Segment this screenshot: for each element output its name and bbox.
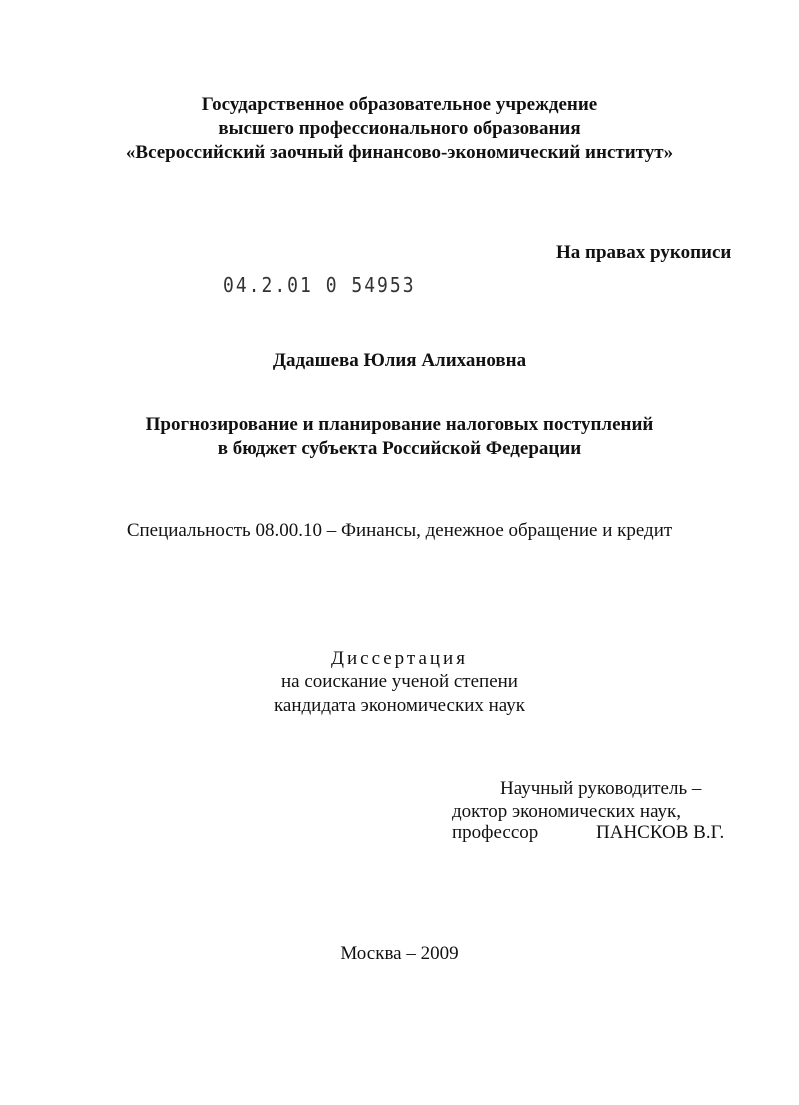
supervisor-role: Научный руководитель – (500, 778, 702, 799)
city-year: Москва – 2009 (340, 943, 459, 964)
dissertation-label: Диссертация (331, 648, 468, 669)
institution-line-3: «Всероссийский заочный финансово-экономический институт» (125, 142, 674, 163)
institution-header (0, 93, 799, 165)
manuscript-note: На правах рукописи (556, 242, 732, 263)
specialty: Специальность 08.00.10 – Финансы, денежное обращение и кредит (126, 520, 673, 541)
institution-line-2: высшего профессионального образования (218, 118, 581, 139)
library-stamp-number: 04.2.01 0 54953 (223, 273, 416, 298)
dissertation-title (0, 413, 799, 461)
title-line-1: Прогнозирование и планирование налоговых поступлений (145, 414, 654, 435)
degree-line-1: на соискание ученой степени (281, 671, 518, 692)
institution-line-1: Государственное образовательное учреждение (201, 94, 598, 115)
degree-line-2: кандидата экономических наук (273, 695, 526, 716)
degree-description (0, 670, 799, 718)
supervisor-name: ПАНСКОВ В.Г. (596, 822, 725, 843)
author-name: Дадашева Юлия Алихановна (272, 350, 527, 371)
supervisor-rank: профессор (452, 822, 539, 843)
title-line-2: в бюджет субъекта Российской Федерации (217, 438, 582, 459)
supervisor-degree: доктор экономических наук, (452, 801, 682, 822)
